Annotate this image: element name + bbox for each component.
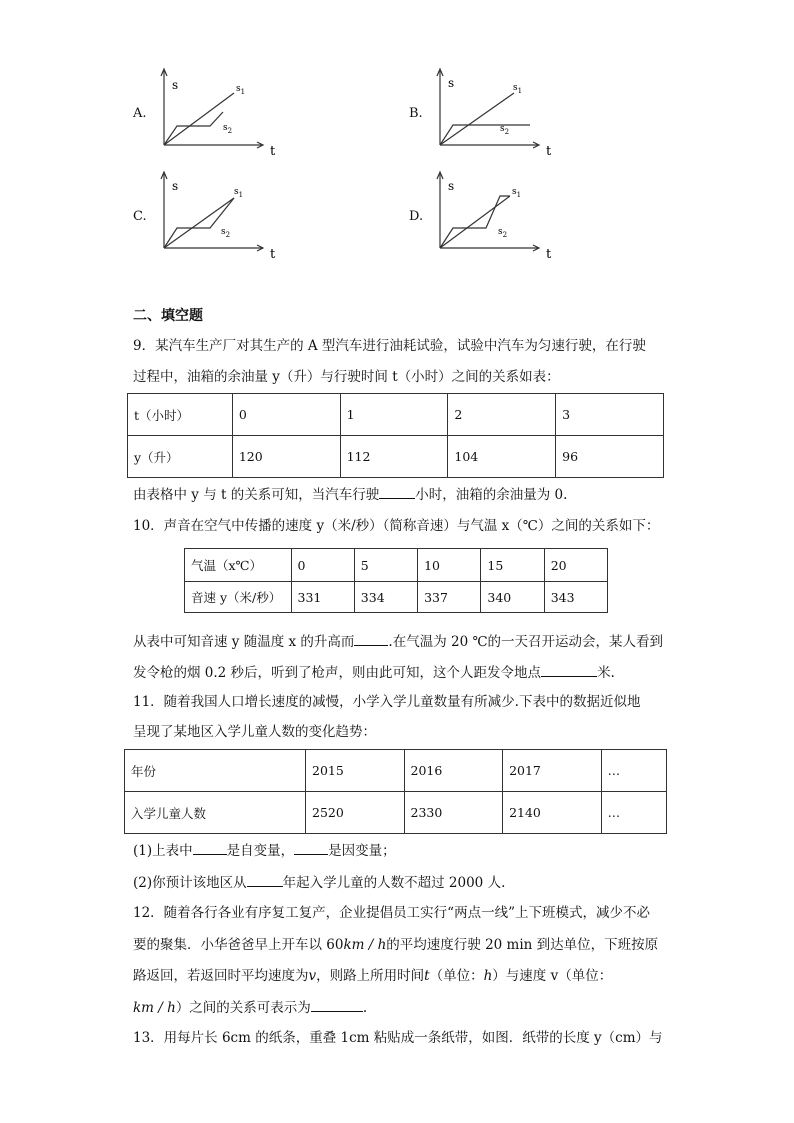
table-cell: 2: [448, 394, 556, 436]
line-s2: [164, 112, 223, 145]
option-d-label: D.: [409, 209, 424, 224]
label-s1: $s_1$: [513, 83, 523, 95]
table-cell: t（小时）: [128, 394, 233, 436]
label-s2: $s_2$: [498, 227, 508, 239]
table-cell: 2520: [306, 792, 405, 834]
option-b-label: B.: [409, 106, 423, 121]
q11-table: [124, 749, 667, 834]
line-s1: [164, 93, 234, 145]
table-cell: 音速 y（米/秒）: [185, 582, 292, 613]
answer-blank[interactable]: [354, 631, 388, 646]
q11-line2: 呈现了某地区入学儿童人数的变化趋势：: [133, 724, 376, 740]
section-title: 二、填空题: [133, 308, 203, 324]
graph-c: [150, 168, 300, 263]
q11-part2: (2)你预计该地区从 年起入学儿童的人数不超过 2000 人.: [133, 872, 505, 893]
q10-table: [184, 548, 608, 613]
table-cell: 1: [340, 394, 448, 436]
table-cell: y（升）: [128, 436, 233, 478]
q9-line1: 9．某汽车生产厂对其生产的 A 型汽车进行油耗试验，试验中汽车为匀速行驶，在行驶: [133, 338, 646, 354]
q9-after: 由表格中 y 与 t 的关系可知，当汽车行驶 小时，油箱的余油量为 0.: [133, 484, 567, 505]
table-cell: 10: [418, 549, 481, 582]
table-cell: 年份: [125, 750, 306, 792]
table-cell: 15: [481, 549, 544, 582]
label-s2: $s_2$: [500, 124, 510, 136]
label-s1: $s_1$: [512, 187, 522, 199]
table-cell: 5: [354, 549, 417, 582]
q10-after-line1: 从表中可知音速 y 随温度 x 的升高而 .在气温为 20 ℃的一天召开运动会，某人看到: [133, 631, 663, 652]
table-cell: 20: [544, 549, 607, 582]
table-cell: 2017: [503, 750, 602, 792]
q12-line2: 要的聚集．小华爸爸早上开车以 60km / h的平均速度行驶 20 min 到达单位，下班按原: [133, 937, 659, 953]
answer-blank[interactable]: [247, 872, 283, 887]
table-cell: 343: [544, 582, 607, 613]
table-cell: 2015: [306, 750, 405, 792]
graph-d: [426, 168, 576, 263]
answer-blank[interactable]: [193, 840, 227, 855]
table-cell: 96: [556, 436, 664, 478]
table-cell: 337: [418, 582, 481, 613]
table-cell: 0: [232, 394, 340, 436]
table-row: [185, 549, 608, 582]
q12-line4: km / h）之间的关系可表示为 .: [133, 997, 367, 1018]
table-cell: 340: [481, 582, 544, 613]
graph-b: [426, 65, 576, 160]
axis-label-t: t: [546, 247, 552, 262]
table-cell: 334: [354, 582, 417, 613]
table-cell: 入学儿童人数: [125, 792, 306, 834]
axis-label-t: t: [270, 144, 276, 159]
table-row: [128, 394, 664, 436]
table-cell: 气温（x℃）: [185, 549, 292, 582]
q12-line1: 12．随着各行各业有序复工复产，企业提倡员工实行“两点一线”上下班模式，减少不必: [133, 905, 650, 921]
q9-table: [127, 393, 664, 478]
table-row: [125, 792, 667, 834]
table-cell: 104: [448, 436, 556, 478]
q10-line1: 10．声音在空气中传播的速度 y（米/秒）（简称音速）与气温 x（℃）之间的关系如下：: [133, 518, 660, 534]
q11-part1: (1)上表中 是自变量， 是因变量；: [133, 840, 396, 861]
table-cell: 2016: [404, 750, 503, 792]
line-s1: [440, 196, 510, 248]
answer-blank[interactable]: [541, 662, 597, 677]
answer-blank[interactable]: [311, 997, 363, 1012]
q11-line1: 11．随着我国人口增长速度的减慢，小学入学儿童数量有所减少.下表中的数据近似地: [133, 694, 641, 710]
label-s1: $s_1$: [236, 84, 246, 96]
axis-label-t: t: [546, 144, 552, 159]
answer-blank[interactable]: [379, 484, 415, 499]
table-row: [125, 750, 667, 792]
option-c-label: C.: [133, 209, 147, 224]
q10-after-line2: 发令枪的烟 0.2 秒后，听到了枪声，则由此可知，这个人距发令地点 米.: [133, 662, 615, 683]
line-s1: [440, 93, 514, 145]
table-cell: 331: [291, 582, 354, 613]
option-a-label: A.: [133, 106, 147, 121]
label-s2: $s_2$: [221, 227, 231, 239]
line-s1: [164, 198, 234, 248]
table-row: [128, 436, 664, 478]
axis-label-s: s: [448, 179, 455, 193]
answer-blank[interactable]: [294, 840, 328, 855]
graph-a: [150, 65, 300, 160]
table-cell: 112: [340, 436, 448, 478]
table-cell: …: [601, 792, 666, 834]
table-cell: 3: [556, 394, 664, 436]
table-cell: 2140: [503, 792, 602, 834]
q9-line2: 过程中，油箱的余油量 y（升）与行驶时间 t（小时）之间的关系如表：: [133, 369, 560, 385]
axis-label-s: s: [172, 179, 179, 193]
label-s1: $s_1$: [234, 187, 244, 199]
axis-label-s: s: [172, 78, 179, 92]
table-cell: …: [601, 750, 666, 792]
q12-line3: 路返回，若返回时平均速度为v，则路上所用时间t（单位：h）与速度 v（单位：: [133, 968, 613, 984]
label-s2: $s_2$: [223, 123, 233, 135]
table-cell: 2330: [404, 792, 503, 834]
table-cell: 120: [232, 436, 340, 478]
table-row: [185, 582, 608, 613]
axis-label-t: t: [270, 247, 276, 262]
table-cell: 0: [291, 549, 354, 582]
axis-label-s: s: [448, 76, 455, 90]
q13-line1: 13．用每片长 6cm 的纸条，重叠 1cm 粘贴成一条纸带，如图．纸带的长度 y（cm）与: [133, 1030, 663, 1046]
